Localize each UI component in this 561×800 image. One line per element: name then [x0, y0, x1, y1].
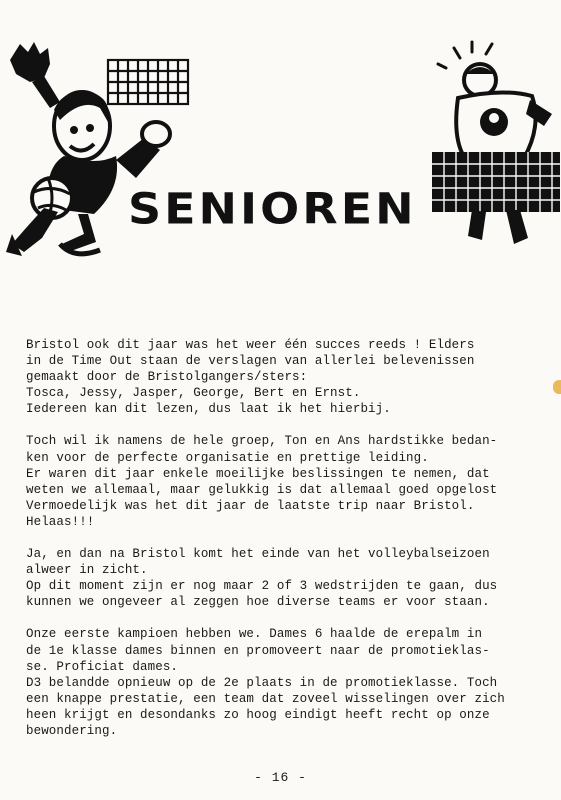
- text-line: se. Proficiat dames.: [26, 659, 179, 674]
- text-line: kunnen we ongeveer al zeggen hoe diverse teams er voor staan.: [26, 595, 490, 610]
- text-line: de 1e klasse dames binnen en promoveert naar de promotieklas-: [26, 643, 490, 658]
- page-number: - 16 -: [254, 770, 307, 785]
- text-line: alweer in zicht.: [26, 563, 148, 578]
- text-line: Vermoedelijk was het dit jaar de laatste trip naar Bristol.: [26, 498, 475, 513]
- article-body: [26, 337, 536, 739]
- text-line: Onze eerste kampioen hebben we. Dames 6 haalde de erepalm in: [26, 627, 483, 642]
- text-line: Bristol ook dit jaar was het weer één succes reeds ! Elders: [26, 338, 475, 352]
- page-title: SENIOREN: [128, 184, 417, 234]
- text-line: D3 belandde opnieuw op de 2e plaats in de promotieklasse. Toch: [26, 675, 498, 690]
- paragraph-season-end: [26, 546, 536, 610]
- text-line: heen krijgt en desondanks zo hoog eindigt heeft recht op onze: [26, 707, 490, 722]
- text-line: Iedereen kan dit lezen, dus laat ik het hierbij.: [26, 402, 391, 417]
- paper-stain: [553, 380, 561, 394]
- text-line: Ja, en dan na Bristol komt het einde van het volleybalseizoen: [26, 547, 490, 562]
- volleyball-player-at-net-icon: [432, 40, 560, 250]
- text-line: een knappe prestatie, een team dat zoveel wisselingen over zich: [26, 691, 505, 706]
- paragraph-thanks: [26, 433, 536, 530]
- text-line: bewondering.: [26, 723, 118, 738]
- text-line: Helaas!!!: [26, 514, 95, 529]
- text-line: ken voor de perfecte organisatie en prettige leiding.: [26, 450, 429, 465]
- paragraph-champions: [26, 626, 536, 739]
- text-line: Toch wil ik namens de hele groep, Ton en Ans hardstikke bedan-: [26, 434, 498, 449]
- text-line: Op dit moment zijn er nog maar 2 of 3 wedstrijden te gaan, dus: [26, 579, 498, 594]
- text-line: weten we allemaal, maar gelukkig is dat allemaal goed opgelost: [26, 482, 498, 497]
- paragraph-bristol-intro: [26, 337, 536, 417]
- text-line: Er waren dit jaar enkele moeilijke beslissingen te nemen, dat: [26, 466, 490, 481]
- text-line: in de Time Out staan de verslagen van allerlei belevenissen: [26, 354, 475, 369]
- text-line: Tosca, Jessy, Jasper, George, Bert en Ernst.: [26, 386, 361, 401]
- text-line: gemaakt door de Bristolgangers/sters:: [26, 370, 308, 385]
